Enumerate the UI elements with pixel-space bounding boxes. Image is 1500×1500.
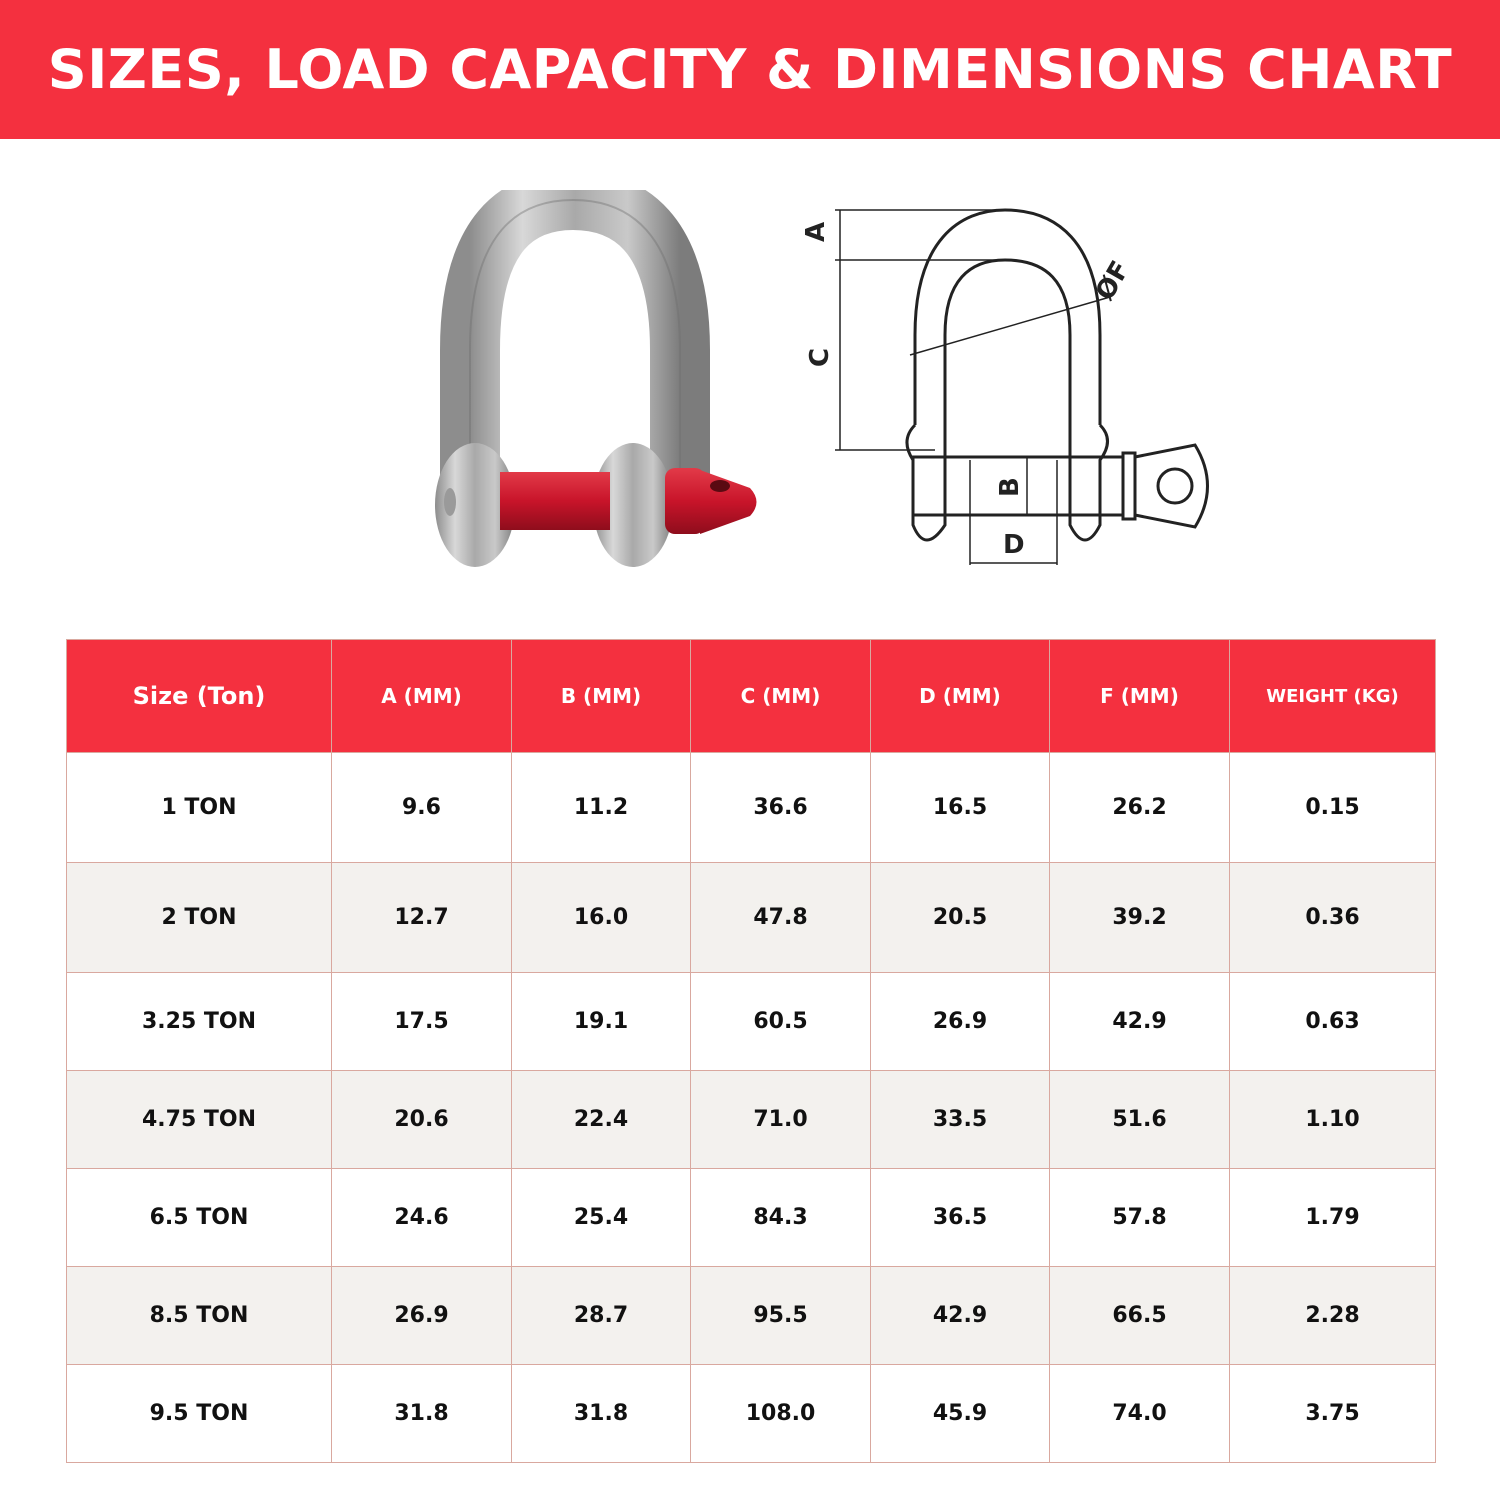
cell-c: 95.5: [691, 1267, 871, 1365]
table-header-row: [67, 640, 1436, 753]
shackle-photo: [405, 190, 775, 590]
cell-a: 26.9: [332, 1267, 512, 1365]
cell-d: 36.5: [871, 1169, 1050, 1267]
cell-c: 47.8: [691, 863, 871, 973]
cell-b: 25.4: [512, 1169, 691, 1267]
cell-b: 11.2: [512, 753, 691, 863]
cell-f: 51.6: [1050, 1071, 1230, 1169]
cell-f: 26.2: [1050, 753, 1230, 863]
cell-d: 42.9: [871, 1267, 1050, 1365]
header-size: Size (Ton): [67, 640, 332, 753]
cell-c: 108.0: [691, 1365, 871, 1463]
cell-weight: 1.79: [1230, 1169, 1436, 1267]
header-weight: WEIGHT (KG): [1230, 640, 1436, 753]
cell-f: 39.2: [1050, 863, 1230, 973]
header-a: A (MM): [332, 640, 512, 753]
cell-d: 16.5: [871, 753, 1050, 863]
cell-c: 60.5: [691, 973, 871, 1071]
header-f: F (MM): [1050, 640, 1230, 753]
table-row: [67, 1071, 1436, 1169]
header-b: B (MM): [512, 640, 691, 753]
dim-label-f: ØF: [1090, 256, 1137, 306]
cell-b: 16.0: [512, 863, 691, 973]
cell-c: 71.0: [691, 1071, 871, 1169]
header-c: C (MM): [691, 640, 871, 753]
table-row: [67, 973, 1436, 1071]
shackle-dimension-diagram: [795, 195, 1225, 580]
cell-f: 57.8: [1050, 1169, 1230, 1267]
cell-weight: 1.10: [1230, 1071, 1436, 1169]
cell-weight: 0.63: [1230, 973, 1436, 1071]
cell-size: 1 TON: [67, 753, 332, 863]
table-row: [67, 1169, 1436, 1267]
cell-size: 9.5 TON: [67, 1365, 332, 1463]
cell-c: 36.6: [691, 753, 871, 863]
cell-a: 12.7: [332, 863, 512, 973]
cell-f: 74.0: [1050, 1365, 1230, 1463]
cell-size: 3.25 TON: [67, 973, 332, 1071]
cell-size: 2 TON: [67, 863, 332, 973]
title-banner: [0, 0, 1500, 139]
dim-label-a: A: [801, 221, 831, 242]
table-row: [67, 1365, 1436, 1463]
dim-label-b: B: [995, 477, 1025, 497]
cell-d: 20.5: [871, 863, 1050, 973]
cell-weight: 0.36: [1230, 863, 1436, 973]
dim-label-d: D: [1003, 530, 1025, 560]
cell-a: 20.6: [332, 1071, 512, 1169]
cell-a: 9.6: [332, 753, 512, 863]
page-title: SIZES, LOAD CAPACITY & DIMENSIONS CHART: [47, 38, 1453, 101]
cell-weight: 2.28: [1230, 1267, 1436, 1365]
cell-b: 28.7: [512, 1267, 691, 1365]
cell-d: 45.9: [871, 1365, 1050, 1463]
cell-d: 33.5: [871, 1071, 1050, 1169]
dimensions-table: [66, 639, 1436, 1463]
cell-weight: 3.75: [1230, 1365, 1436, 1463]
table-row: [67, 753, 1436, 863]
cell-c: 84.3: [691, 1169, 871, 1267]
cell-size: 6.5 TON: [67, 1169, 332, 1267]
cell-b: 19.1: [512, 973, 691, 1071]
cell-d: 26.9: [871, 973, 1050, 1071]
cell-b: 31.8: [512, 1365, 691, 1463]
table-row: [67, 863, 1436, 973]
cell-weight: 0.15: [1230, 753, 1436, 863]
cell-a: 31.8: [332, 1365, 512, 1463]
header-d: D (MM): [871, 640, 1050, 753]
cell-f: 66.5: [1050, 1267, 1230, 1365]
dim-label-c: C: [805, 347, 835, 367]
cell-b: 22.4: [512, 1071, 691, 1169]
cell-a: 17.5: [332, 973, 512, 1071]
cell-size: 4.75 TON: [67, 1071, 332, 1169]
cell-size: 8.5 TON: [67, 1267, 332, 1365]
cell-f: 42.9: [1050, 973, 1230, 1071]
table-row: [67, 1267, 1436, 1365]
cell-a: 24.6: [332, 1169, 512, 1267]
